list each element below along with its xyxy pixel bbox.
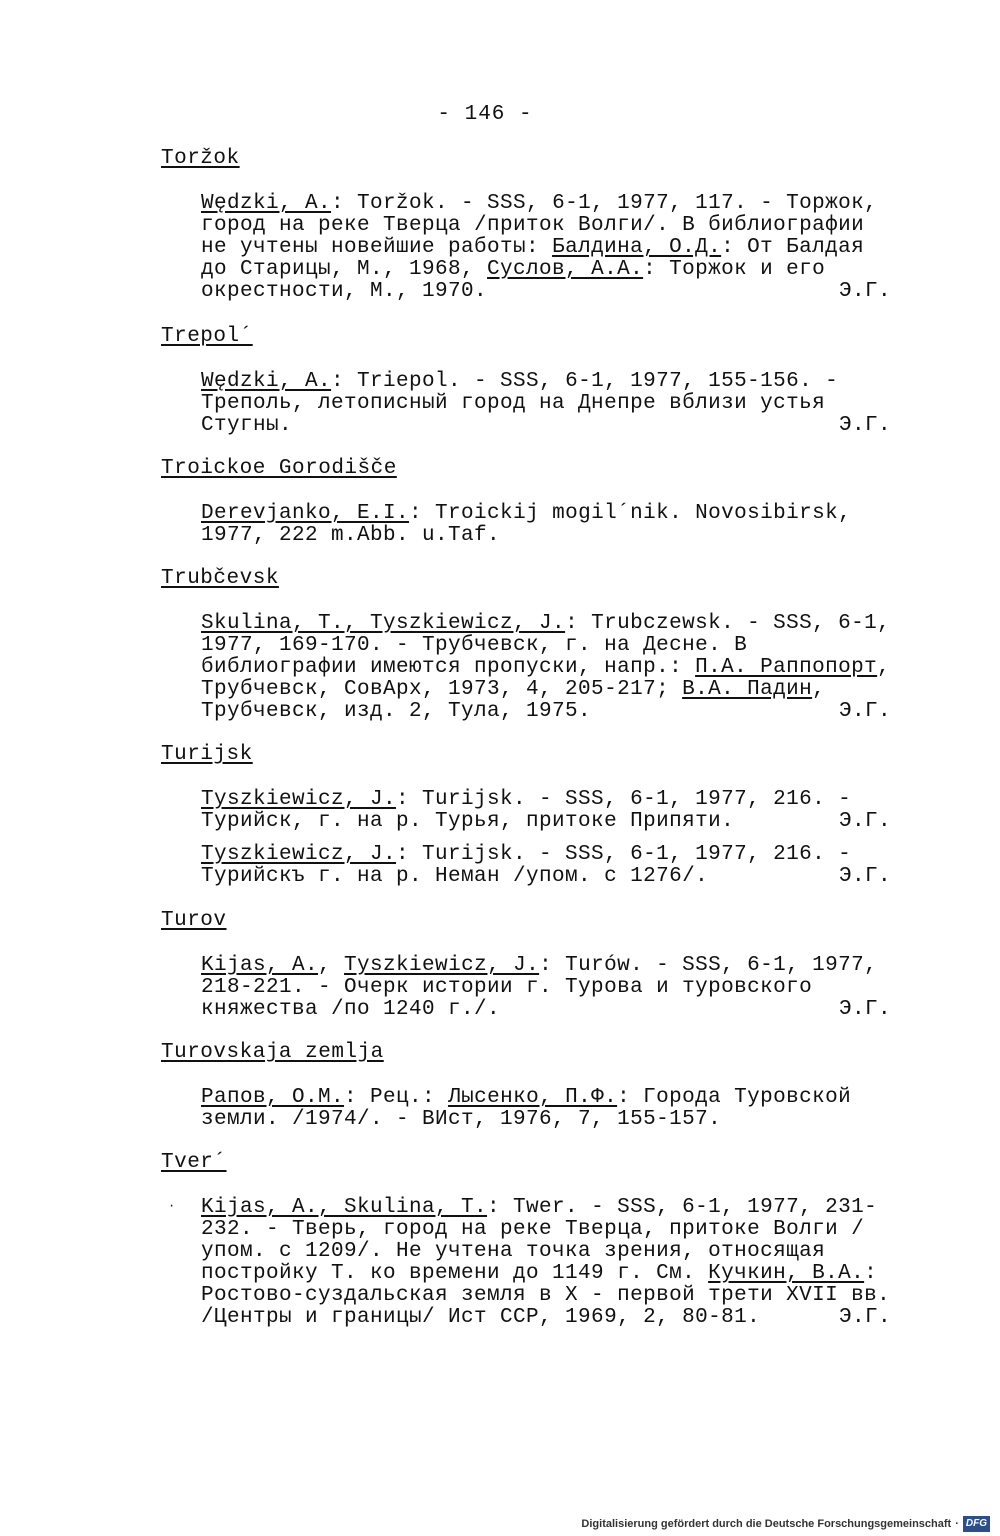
entry-text: , Трубчевск, СовАрх, 1973, 4, 205-217; (201, 656, 904, 701)
entry-text: , Трубчевск, изд. 2, Тула, 1975. (201, 678, 839, 723)
section-heading: Toržok (161, 147, 240, 170)
entry-author: Wędzki, A. (201, 192, 332, 215)
entry-text: : Рец.: (344, 1086, 449, 1109)
reviewer-initials: Э.Г. (838, 414, 891, 437)
entry-author: Tyszkiewicz, J. (201, 843, 397, 866)
reviewer-initials: Э.Г. (838, 700, 891, 723)
section-troickoe-gorodisce (161, 458, 901, 547)
entry-text: : Triepol. - SSS, 6-1, 1977, 155-156. - Треполь, летописный город на Днепре вблизи устья Стугны. (201, 370, 852, 437)
section-heading: Trepol´ (161, 325, 253, 348)
bibliography-entry (201, 1196, 904, 1329)
section-trubcevsk (161, 567, 904, 723)
section-turijsk (161, 744, 901, 888)
entry-reference: Балдина, О.Д. (552, 236, 722, 259)
entry-reference: Лысенко, П.Ф. (448, 1086, 618, 1109)
entry-text: : Turijsk. - SSS, 6-1, 1977, 216. - Турийск, г. на р. Турья, притоке Припяти. (201, 788, 865, 833)
entry-text: : Turów. - SSS, 6-1, 1977, 218-221. - Очерк истории г. Турова и туровского княжества /по 1240 г./. (201, 954, 891, 1021)
digitization-footer (581, 1516, 990, 1532)
reviewer-initials: Э.Г. (838, 280, 891, 303)
section-trepol (161, 326, 901, 437)
page-number: - 146 - (437, 103, 533, 126)
margin-dot: · (168, 1199, 176, 1213)
entry-text: : Turijsk. - SSS, 6-1, 1977, 216. - Турийскъ г. на р. Неман /упом. с 1276/. (201, 843, 865, 888)
entry-reference: Суслов, А.А. (487, 258, 644, 281)
reviewer-initials: Э.Г. (838, 810, 891, 833)
entry-text: : Twer. - SSS, 6-1, 1977, 231-232. - Тверь, город на реке Тверца, притоке Волги / упом. с 1209/. Не учтена точка зрения, относящая постройку Т. ко времени до 1149 г. См. (201, 1196, 878, 1285)
section-heading: Turov (161, 909, 227, 932)
entry-text: : От Балдая до Старицы, М., 1968, (201, 236, 878, 281)
entry-author: Kijas, A., Skulina, T. (201, 1196, 488, 1219)
bibliography-entry (201, 844, 891, 888)
entry-reference: В.А. Падин (682, 678, 813, 701)
section-turovskaja-zemlja (161, 1042, 901, 1131)
section-heading: Turovskaja zemlja (161, 1041, 384, 1064)
reviewer-initials: Э.Г. (838, 1306, 891, 1329)
entry-text: : Trubczewsk. - SSS, 6-1, 1977, 169-170. - Трубчевск, г. на Десне. В библиографии имеются пропуски, напр.: (201, 612, 904, 679)
reviewer-initials: Э.Г. (838, 998, 891, 1021)
footer-separator: · (955, 1518, 959, 1530)
entry-reference: Tyszkiewicz, J. (344, 954, 540, 977)
bibliography-entry (201, 789, 891, 833)
bibliography-entry (201, 1087, 891, 1131)
section-torzok (161, 148, 901, 303)
entry-text: : Ростово-суздальская земля в X - первой трети XVII вв. /Центры и границы/ Ист ССР, 1969, 2, 80-81. (201, 1262, 904, 1329)
bibliography-entry (201, 612, 904, 723)
bibliography-entry (201, 193, 891, 303)
entry-text: : Торжок и его окрестности, М., 1970. (201, 258, 839, 303)
section-heading: Trubčevsk (161, 567, 279, 590)
entry-reference: Кучкин, В.А. (708, 1262, 865, 1285)
section-turov (161, 910, 901, 1021)
section-heading: Turijsk (161, 743, 253, 766)
footer-text: Digitalisierung gefördert durch die Deutsche Forschungsgemeinschaft (581, 1518, 952, 1530)
section-heading: Tver´ (161, 1151, 227, 1174)
reviewer-initials: Э.Г. (838, 865, 891, 888)
bibliography-entry (201, 955, 891, 1021)
bibliography-entry (201, 503, 891, 547)
entry-author: Tyszkiewicz, J. (201, 788, 397, 811)
entry-text: : Toržok. - SSS, 6-1, 1977, 117. - Торжок, город на реке Тверца /приток Волги/. В библиографии не учтены новейшие работы: (201, 192, 891, 259)
entry-author: Kijas, A. (201, 954, 319, 977)
dfg-logo-icon: DFG (963, 1516, 990, 1532)
entry-text: : Troickij mogil´nik. Novosibirsk, 1977, 222 m.Abb. u.Taf. (201, 502, 865, 547)
entry-author: Рапов, О.М. (201, 1086, 345, 1109)
section-tver (161, 1151, 904, 1329)
entry-author: Derevjanko, E.I. (201, 502, 410, 525)
entry-text: : Города Туровской земли. /1974/. - ВИст, 1976, 7, 155-157. (201, 1086, 865, 1131)
bibliography-entry (201, 371, 891, 437)
entry-text: , (318, 954, 345, 977)
entry-author: Wędzki, A. (201, 370, 332, 393)
section-heading: Troickoe Gorodišče (161, 457, 397, 480)
entry-reference: П.А. Раппопорт (695, 656, 878, 679)
entry-author: Skulina, T., Tyszkiewicz, J. (201, 612, 566, 635)
